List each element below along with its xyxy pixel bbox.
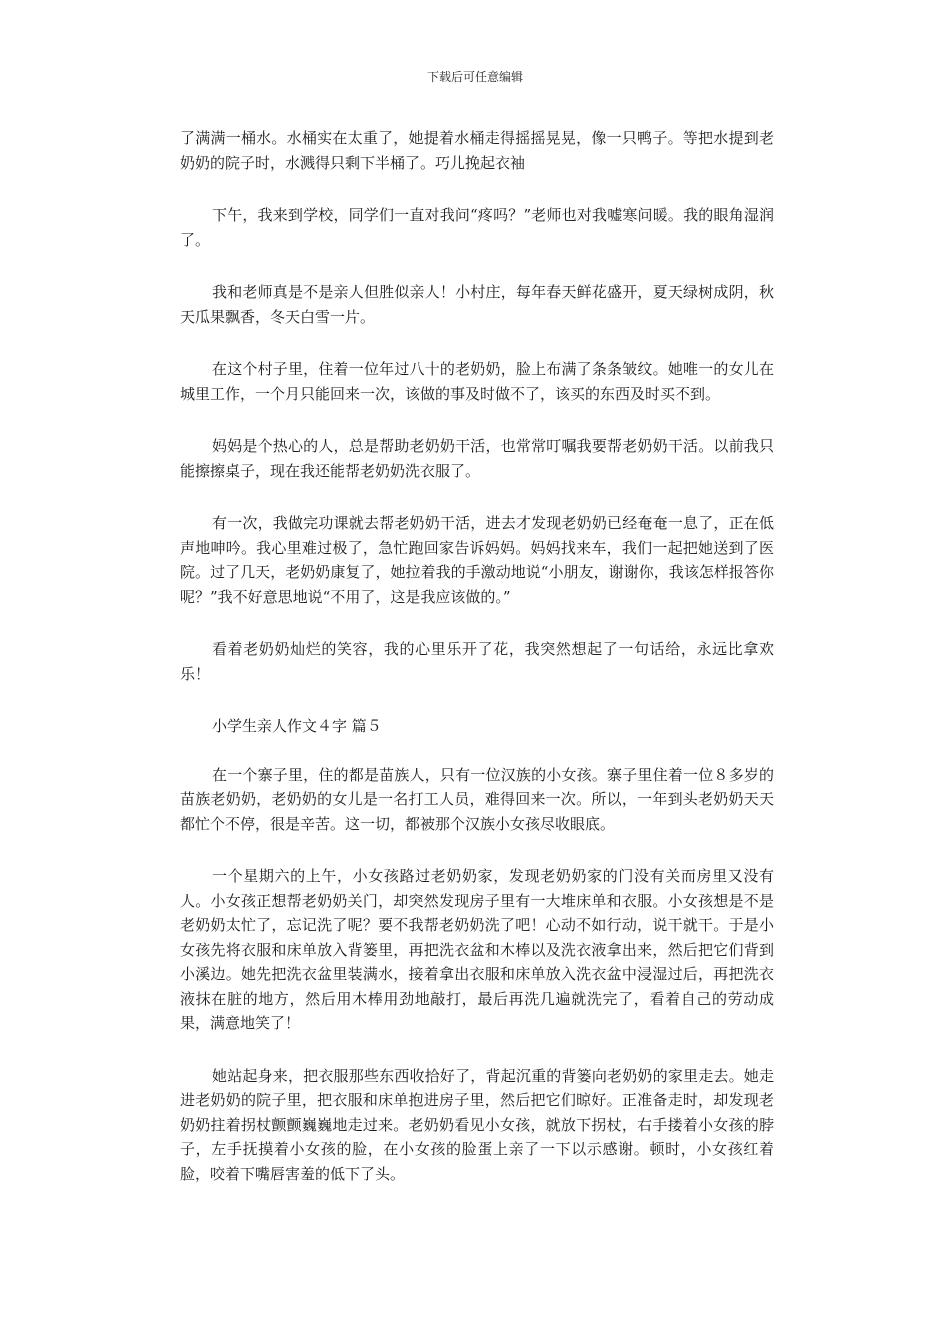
paragraph: 在一个寨子里，住的都是苗族人，只有一位汉族的小女孩。寨子里住着一位８多岁的苗族老奶奶，老奶奶的女儿是一名打工人员，难得回来一次。所以，一年到头老奶奶天天都忙个不停，很是辛苦。这一切，都被那个汉族小女孩尽收眼底。 bbox=[180, 765, 774, 833]
paragraph: 我和老师真是不是亲人但胜似亲人！小村庄，每年春天鲜花盛开，夏天绿树成阴，秋天瓜果飘香，冬天白雪一片。 bbox=[180, 283, 774, 326]
paragraph: 看着老奶奶灿烂的笑容，我的心里乐开了花，我突然想起了一句话给，永远比拿欢乐！ bbox=[180, 640, 774, 683]
paragraph: 下午，我来到学校，同学们一直对我问“疼吗？”老师也对我嘘寒问暖。我的眼角湿润了。 bbox=[180, 206, 774, 249]
paragraph: 她站起身来，把衣服那些东西收拾好了，背起沉重的背篓向老奶奶的家里走去。她走进老奶奶的院子里，把衣服和床单抱进房子里，然后把它们晾好。正准备走时，却发现老奶奶拄着拐杖颤颤巍巍地走过来。老奶奶看见小女孩，就放下拐杖，右手搂着小女孩的脖子，左手抚摸着小女孩的脸，在小女孩的脸蛋上亲了一下以示感谢。顿时，小女孩红着脸，咬着下嘴唇害羞的低下了头。 bbox=[180, 1066, 774, 1183]
page-header: 下载后可任意编辑 bbox=[426, 70, 523, 84]
paragraph: 妈妈是个热心的人，总是帮助老奶奶干活，也常常叮嘱我要帮老奶奶干活。以前我只能擦擦桌子，现在我还能帮老奶奶洗衣服了。 bbox=[180, 437, 774, 480]
document-body bbox=[180, 126, 774, 1214]
paragraph: 一个星期六的上午，小女孩路过老奶奶家，发现老奶奶家的门没有关而房里又没有人。小女孩正想帮老奶奶关门，却突然发现房子里有一大堆床单和衣服。小女孩想是不是老奶奶太忙了，忘记洗了呢？要不我帮老奶奶洗了吧！心动不如行动，说干就干。于是小女孩先将衣服和床单放入背篓里，再把洗衣盆和木棒以及洗衣液拿出来，然后把它们背到小溪边。她先把洗衣盆里装满水，接着拿出衣服和床单放入洗衣盆中浸湿过后，再把洗衣液抹在脏的地方，然后用木棒用劲地敲打，最后再洗几遍就洗完了，看着自己的劳动成果，满意地笑了！ bbox=[180, 867, 774, 1032]
paragraph: 在这个村子里，住着一位年过八十的老奶奶，脸上布满了条条皱纹。她唯一的女儿在城里工作，一个月只能回来一次，该做的事及时做不了，该买的东西及时买不到。 bbox=[180, 360, 774, 403]
paragraph: 了满满一桶水。水桶实在太重了，她提着水桶走得摇摇晃晃，像一只鸭子。等把水提到老奶奶的院子时，水溅得只剩下半桶了。巧儿挽起衣袖 bbox=[180, 129, 774, 172]
section-heading: 小学生亲人作文４字 篇５ bbox=[212, 717, 382, 735]
paragraph: 有一次，我做完功课就去帮老奶奶干活，进去才发现老奶奶已经奄奄一息了，正在低声地呻吟。我心里难过极了，急忙跑回家告诉妈妈。妈妈找来车，我们一起把她送到了医院。过了几天，老奶奶康复了，她拉着我的手激动地说“小朋友，谢谢你，我该怎样报答你呢？”我不好意思地说“不用了，这是我应该做的。” bbox=[180, 514, 774, 606]
